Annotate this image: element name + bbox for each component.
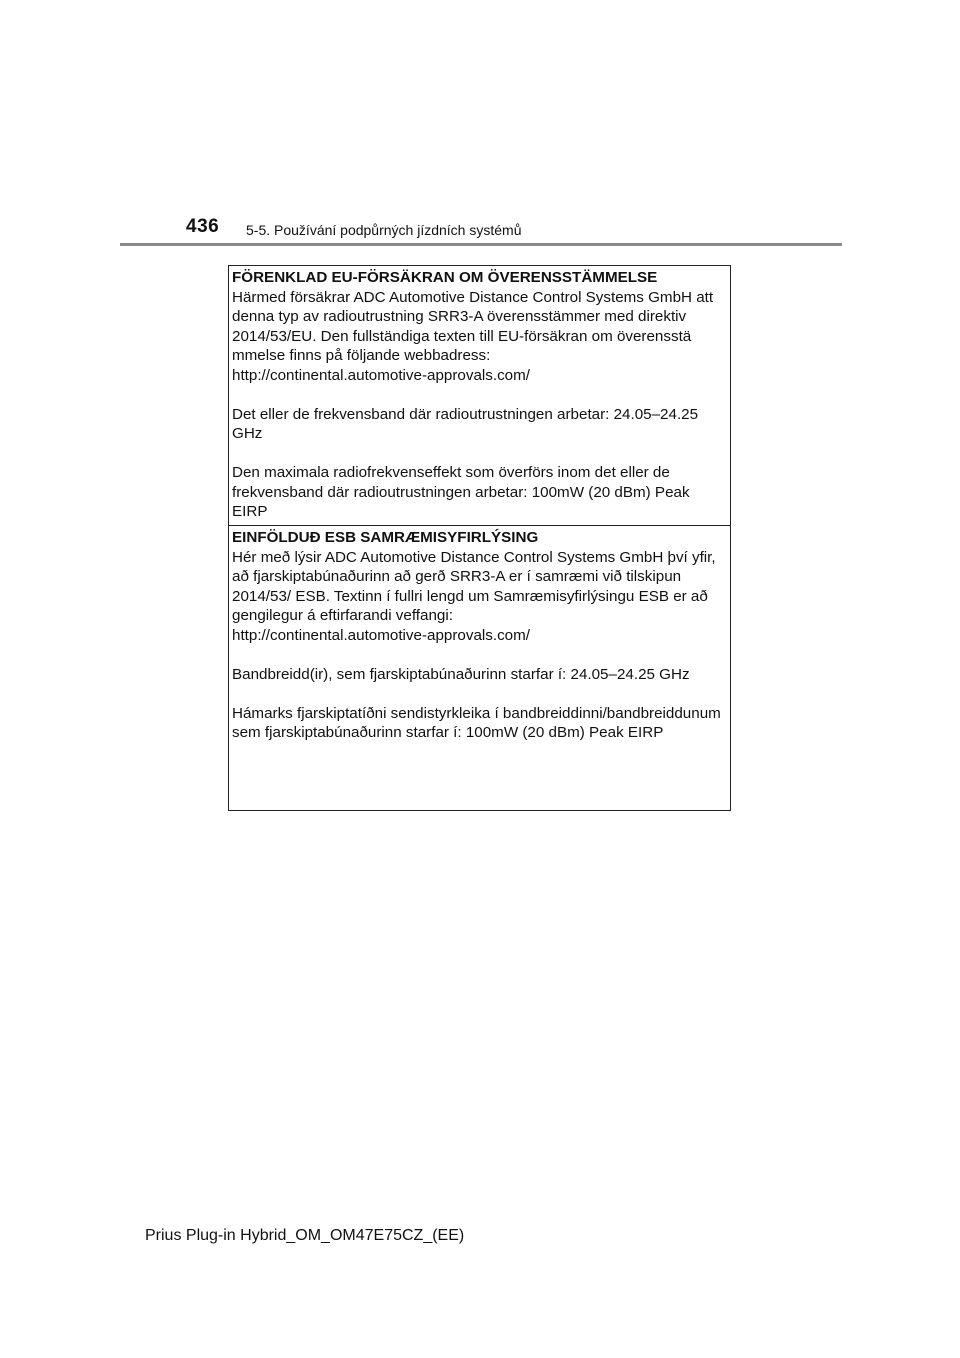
header-rule xyxy=(120,243,842,246)
swedish-max-power xyxy=(232,463,727,522)
page-number: 436 xyxy=(186,216,220,237)
swedish-url: http://continental.automotive-approvals.com/ xyxy=(232,366,531,384)
icelandic-url: http://continental.automotive-approvals.com/ xyxy=(232,626,531,644)
swedish-declaration-text xyxy=(232,288,727,386)
icelandic-declaration-line: gengilegur á eftirfarandi veffangi: xyxy=(232,607,453,624)
footer-document-id: Prius Plug-in Hybrid_OM_OM47E75CZ_(EE) xyxy=(145,1227,465,1244)
icelandic-power-line: Hámarks fjarskiptatíðni sendistyrkleika í bandbreiddinni/bandbreiddunum xyxy=(232,704,721,722)
icelandic-declaration-line: Hér með lýsir ADC Automotive Distance Control Systems GmbH því yfir, xyxy=(232,548,716,566)
swedish-declaration-line: Härmed försäkrar ADC Automotive Distance Control Systems GmbH att xyxy=(232,288,714,306)
icelandic-heading: EINFÖLDUÐ ESB SAMRÆMISYFIRLÝSING xyxy=(232,529,539,546)
icelandic-frequency-band xyxy=(232,665,727,685)
swedish-declaration xyxy=(229,266,730,525)
swedish-frequency-band xyxy=(232,405,727,444)
icelandic-declaration-line: að fjarskiptabúnaðurinn að gerð SRR3-A er í samræmi við tilskipun xyxy=(232,568,682,585)
icelandic-band-line: Bandbreidd(ir), sem fjarskiptabúnaðurinn starfar í: 24.05–24.25 GHz xyxy=(232,665,690,683)
swedish-band-line: Det eller de frekvensband där radioutrustningen arbetar: 24.05–24.25 xyxy=(232,405,699,423)
icelandic-declaration-text xyxy=(232,548,727,646)
icelandic-max-power xyxy=(232,704,727,743)
swedish-heading: FÖRENKLAD EU-FÖRSÄKRAN OM ÖVERENSSTÄMMELSE xyxy=(232,269,658,286)
swedish-declaration-line: mmelse finns på följande webbadress: xyxy=(232,347,491,364)
swedish-declaration-line: denna typ av radioutrustning SRR3-A överensstämmer med direktiv xyxy=(232,308,687,325)
swedish-power-line: Den maximala radiofrekvenseffekt som överförs inom det eller de xyxy=(232,464,670,481)
section-title: 5-5. Používání podpůrných jízdních systémů xyxy=(246,222,522,238)
icelandic-declaration-line: 2014/53/ ESB. Textinn í fullri lengd um Samræmisyfirlýsingu ESB er að xyxy=(232,587,708,605)
declaration-box xyxy=(228,265,731,811)
swedish-declaration-line: 2014/53/EU. Den fullständiga texten till EU-försäkran om överensstä xyxy=(232,327,692,345)
icelandic-declaration xyxy=(229,525,730,810)
icelandic-power-line: sem fjarskiptabúnaðurinn starfar í: 100mW (20 dBm) Peak EIRP xyxy=(232,724,664,741)
swedish-power-line: EIRP xyxy=(232,503,268,520)
swedish-power-line: frekvensband där radioutrustningen arbetar: 100mW (20 dBm) Peak xyxy=(232,483,690,501)
swedish-band-line: GHz xyxy=(232,425,263,442)
